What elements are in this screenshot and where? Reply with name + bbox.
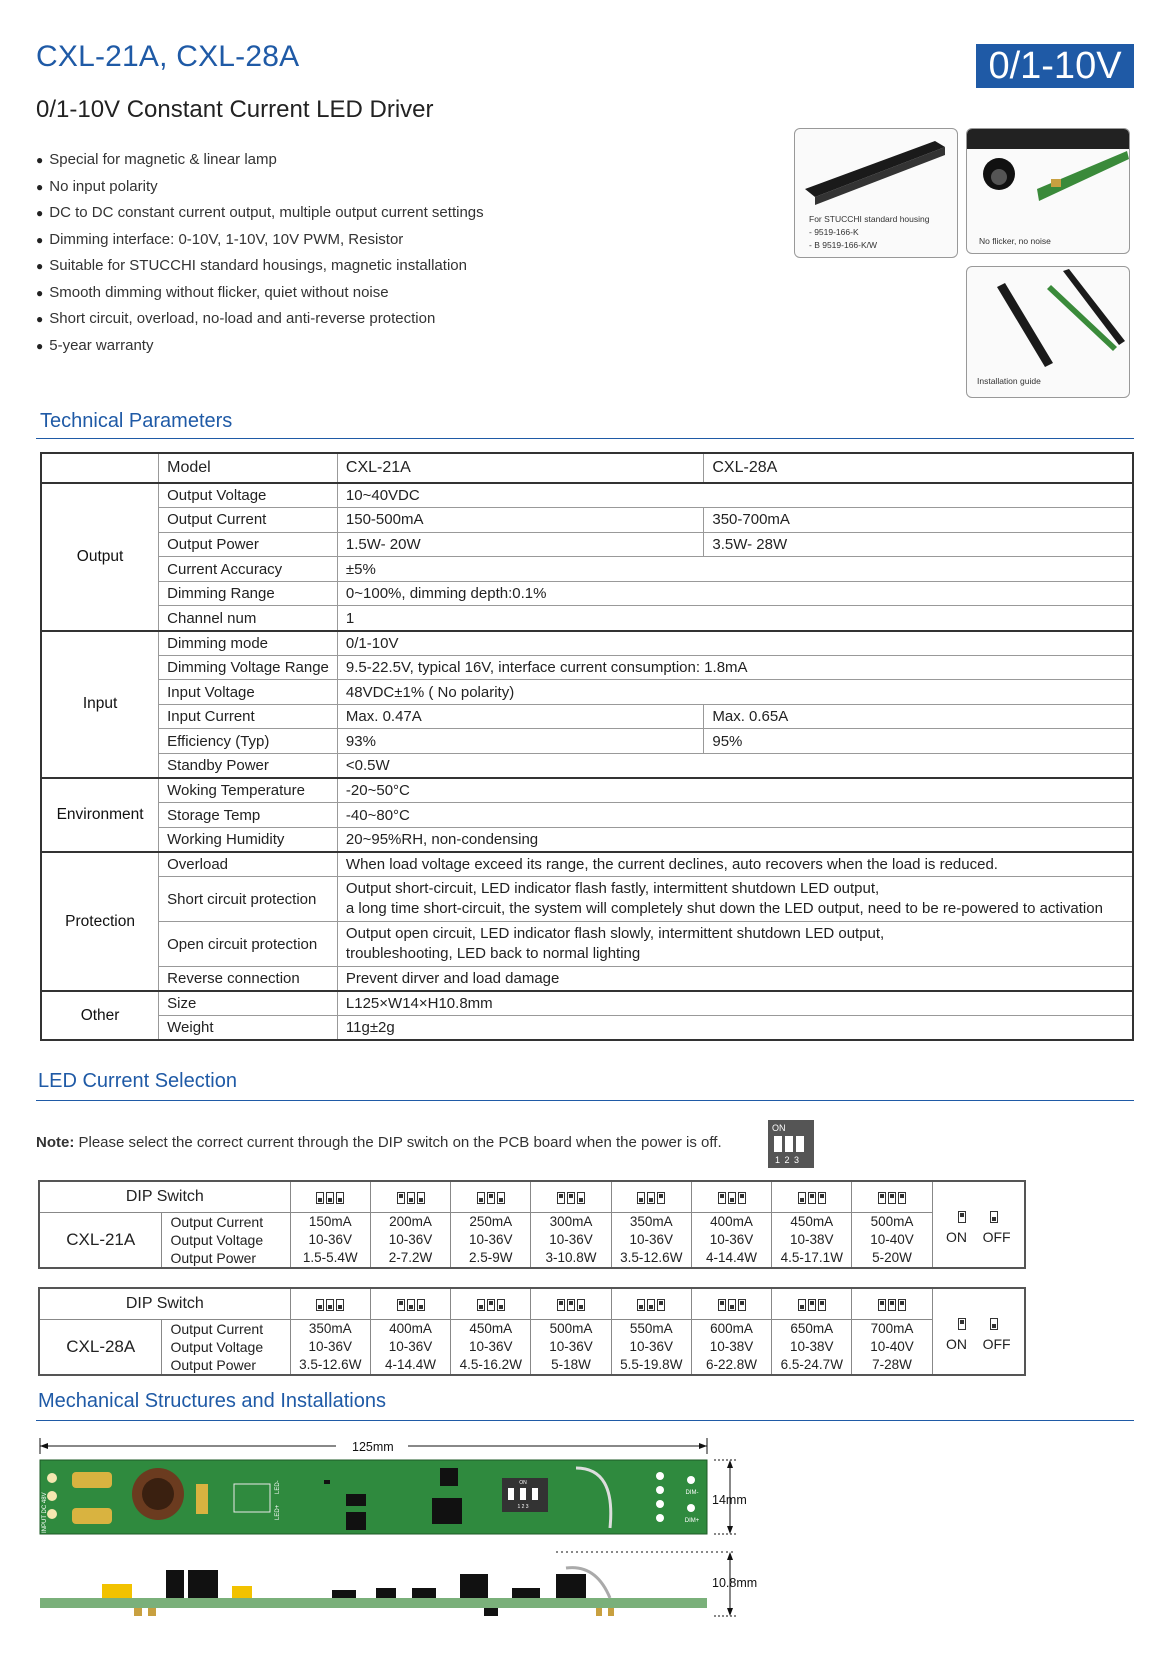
dip-switch-off-icon	[477, 1299, 485, 1311]
dip-pattern-cell	[451, 1288, 531, 1319]
feature-item: ● Short circuit, overload, no-load and anti-reverse protection	[36, 309, 484, 336]
param-label: Output Voltage	[159, 483, 338, 508]
param-value-a: 150-500mA	[337, 508, 703, 533]
open-circuit-line-2: troubleshooting, LED back to normal lighting	[345, 945, 641, 962]
table-row	[41, 680, 1133, 705]
power-value: 6-22.8W	[706, 1356, 758, 1372]
spotlight-photo	[966, 128, 1130, 254]
dip-option	[611, 1319, 691, 1375]
dip-switch-on-icon	[738, 1299, 746, 1311]
dip-pattern-cell	[772, 1288, 852, 1319]
dip-switch-off-icon	[647, 1299, 655, 1311]
param-label: Weight	[159, 1016, 338, 1041]
power-value: 2-7.2W	[388, 1249, 433, 1265]
table-row	[41, 877, 1133, 922]
dip-switch-off-icon	[407, 1299, 415, 1311]
dip-switch-off-icon	[798, 1299, 806, 1311]
dip-switch-on-icon	[888, 1192, 896, 1204]
feature-item: ● DC to DC constant current output, multiple output current settings	[36, 203, 484, 230]
param-value: 0~100%, dimming depth:0.1%	[337, 581, 1133, 606]
dip-switch-off-icon	[316, 1299, 324, 1311]
dip-values-row	[39, 1212, 1025, 1268]
label-output-current: Output Current	[170, 1320, 264, 1337]
switch-off-icon	[990, 1211, 998, 1223]
feature-item: ● Special for magnetic & linear lamp	[36, 150, 484, 177]
table-row	[41, 967, 1133, 992]
param-value-b: 95%	[704, 729, 1133, 754]
table-row	[41, 922, 1133, 967]
param-label: Efficiency (Typ)	[159, 729, 338, 754]
group-protection: Protection	[41, 852, 159, 991]
onoff-legend	[932, 1288, 1025, 1375]
param-value-a: 93%	[337, 729, 703, 754]
current-value: 350mA	[308, 1320, 352, 1336]
dip-option	[772, 1319, 852, 1375]
dip-switch-on-icon	[878, 1299, 886, 1311]
voltage-value: 10-36V	[308, 1231, 353, 1247]
width-dimension: 14mm	[712, 1493, 747, 1507]
power-value: 4-14.4W	[706, 1249, 758, 1265]
param-value: 0/1-10V	[337, 631, 1133, 656]
dip-switch-off-icon	[336, 1192, 344, 1204]
dip-option	[691, 1319, 771, 1375]
dip-pattern-cell	[611, 1288, 691, 1319]
current-value: 550mA	[629, 1320, 673, 1336]
tech-section-title: Technical Parameters	[40, 410, 233, 432]
param-label: Current Accuracy	[159, 557, 338, 582]
voltage-value: 10-40V	[870, 1338, 914, 1354]
param-value: 11g±2g	[337, 1016, 1133, 1041]
param-value: 20~95%RH, non-condensing	[337, 827, 1133, 852]
product-title: CXL-21A, CXL-28A	[36, 40, 300, 73]
pcb-led-minus: LED-	[275, 1480, 281, 1494]
model-cxl28a: CXL-28A	[39, 1319, 162, 1375]
label-output-current: Output Current	[170, 1213, 264, 1230]
note-label: Note:	[36, 1134, 75, 1151]
param-value-a: Max. 0.47A	[337, 704, 703, 729]
housing-caption-3: - B 9519-166-K/W	[809, 240, 878, 250]
dip-switch-on-icon	[808, 1299, 816, 1311]
dip-switch-on-icon	[888, 1299, 896, 1311]
dip-pattern-cell	[772, 1181, 852, 1212]
feature-item: ● Smooth dimming without flicker, quiet without noise	[36, 283, 484, 310]
table-row	[41, 557, 1133, 582]
dimming-badge: 0/1-10V	[976, 44, 1134, 88]
param-label: Input Voltage	[159, 680, 338, 705]
voltage-value: 10-40V	[870, 1231, 914, 1247]
dip-switch-off-icon	[577, 1192, 585, 1204]
dip-pattern-cell	[852, 1288, 932, 1319]
table-header-row	[41, 453, 1133, 483]
switch-on-icon	[958, 1211, 966, 1223]
dip-switch-icon	[768, 1120, 814, 1168]
short-circuit-line-1: Output short-circuit, LED indicator flash fastly, intermittent shutdown LED output,	[345, 880, 880, 897]
dip-option	[451, 1212, 531, 1268]
voltage-value: 10-36V	[629, 1338, 674, 1354]
dip-switch-on-icon	[487, 1192, 495, 1204]
dip-switch-off-icon	[417, 1299, 425, 1311]
voltage-value: 10-36V	[629, 1231, 674, 1247]
off-label: OFF	[982, 1229, 1011, 1246]
dip-switch-off-icon	[637, 1192, 645, 1204]
dip-pattern-cell	[531, 1181, 611, 1212]
housing-photo	[794, 128, 958, 258]
dip-note	[36, 1134, 722, 1151]
param-label: Dimming mode	[159, 631, 338, 656]
voltage-value: 10-36V	[469, 1231, 513, 1247]
header-model: Model	[159, 453, 338, 483]
mechanical-drawing	[36, 1428, 776, 1648]
table-row	[41, 581, 1133, 606]
voltage-value: 10-38V	[709, 1338, 754, 1354]
param-label: Reverse connection	[159, 967, 338, 992]
height-dimension: 10.8mm	[712, 1576, 758, 1590]
dip-pattern-cell	[611, 1181, 691, 1212]
header-empty	[41, 453, 159, 483]
dip-option	[370, 1212, 450, 1268]
feature-item: ● No input polarity	[36, 177, 484, 204]
param-label: Woking Temperature	[159, 778, 338, 803]
current-value: 500mA	[549, 1320, 593, 1336]
param-label: Output Power	[159, 532, 338, 557]
dip-option	[531, 1212, 611, 1268]
dip-switch-off-icon	[326, 1192, 334, 1204]
pcb-dim-minus: DIM-	[685, 1490, 699, 1496]
current-value: 250mA	[469, 1213, 513, 1229]
dip-pattern-cell	[370, 1288, 450, 1319]
current-value: 150mA	[308, 1213, 352, 1229]
voltage-value: 10-38V	[790, 1338, 834, 1354]
pcb-dip-on: ON	[519, 1480, 527, 1486]
dip-pattern-cell	[691, 1288, 771, 1319]
dip-switch-off-icon	[647, 1192, 655, 1204]
flicker-caption: No flicker, no noise	[979, 236, 1051, 246]
power-value: 1.5-5.4W	[302, 1249, 358, 1265]
param-label: Size	[159, 991, 338, 1016]
param-label: Working Humidity	[159, 827, 338, 852]
led-section-divider	[36, 1100, 1134, 1101]
on-label: ON	[946, 1336, 968, 1353]
housing-caption-2: - 9519-166-K	[809, 227, 859, 237]
dip-pattern-cell	[451, 1181, 531, 1212]
dip-header-row	[39, 1288, 1025, 1319]
dip-switch-off-icon	[497, 1192, 505, 1204]
dip-pattern-cell	[290, 1181, 370, 1212]
dip-option	[370, 1319, 450, 1375]
dip-values-row	[39, 1319, 1025, 1375]
feature-item: ● 5-year warranty	[36, 336, 484, 363]
dip-switch-on-icon	[738, 1192, 746, 1204]
dip-option	[772, 1212, 852, 1268]
current-value: 500mA	[870, 1213, 914, 1229]
param-label: Output Current	[159, 508, 338, 533]
row-labels	[162, 1212, 290, 1268]
param-value-multiline	[337, 922, 1133, 967]
current-value: 350mA	[629, 1213, 673, 1229]
power-value: 5-20W	[872, 1249, 912, 1265]
dip-pattern-cell	[290, 1288, 370, 1319]
group-input: Input	[41, 631, 159, 779]
pcb-dip-numbers: 1 2 3	[517, 1504, 529, 1510]
dip-table-cxl21a	[38, 1180, 1026, 1269]
group-other: Other	[41, 991, 159, 1040]
dip-option	[531, 1319, 611, 1375]
voltage-value: 10-36V	[709, 1231, 754, 1247]
power-value: 7-28W	[872, 1356, 912, 1372]
dip-pattern-cell	[531, 1288, 611, 1319]
param-value: Prevent dirver and load damage	[337, 967, 1133, 992]
dip-option	[852, 1212, 932, 1268]
tech-params-table	[40, 452, 1134, 1041]
dip-option	[290, 1212, 370, 1268]
label-output-power: Output Power	[170, 1356, 257, 1373]
dip-pattern-cell	[691, 1181, 771, 1212]
param-label: Overload	[159, 852, 338, 877]
dip-option	[451, 1319, 531, 1375]
spotlight-image	[967, 129, 1130, 229]
power-value: 5.5-19.8W	[620, 1356, 683, 1372]
pcb-input-label: INPUT DC 48V	[42, 1492, 48, 1533]
current-value: 200mA	[389, 1213, 432, 1229]
param-value: When load voltage exceed its range, the current declines, auto recovers when the load is reduced.	[337, 852, 1133, 877]
power-value: 4-14.4W	[385, 1356, 437, 1372]
current-value: 400mA	[710, 1213, 753, 1229]
param-value: 10~40VDC	[337, 483, 1133, 508]
voltage-value: 10-36V	[388, 1338, 433, 1354]
feature-list	[36, 150, 484, 362]
dip-switch-off-icon	[417, 1192, 425, 1204]
dip-switch-on-icon	[557, 1192, 565, 1204]
dip-pattern-cell	[852, 1181, 932, 1212]
current-value: 650mA	[790, 1320, 834, 1336]
dip-switch-on-icon	[567, 1192, 575, 1204]
table-row	[41, 729, 1133, 754]
dip-switch-off-icon	[728, 1299, 736, 1311]
current-value: 450mA	[790, 1213, 834, 1229]
length-dimension: 125mm	[352, 1440, 394, 1454]
note-text: Please select the correct current through the DIP switch on the PCB board when the power is off.	[78, 1134, 722, 1151]
param-value-b: Max. 0.65A	[704, 704, 1133, 729]
param-label: Open circuit protection	[159, 922, 338, 967]
voltage-value: 10-36V	[388, 1231, 433, 1247]
dip-switch-on-icon	[818, 1299, 826, 1311]
group-environment: Environment	[41, 778, 159, 852]
dip-switch-on-icon	[808, 1192, 816, 1204]
dip-icon-on-label: ON	[772, 1123, 786, 1133]
dip-option	[290, 1319, 370, 1375]
power-value: 4.5-16.2W	[459, 1356, 522, 1372]
dip-option	[691, 1212, 771, 1268]
param-value: 48VDC±1% ( No polarity)	[337, 680, 1133, 705]
voltage-value: 10-36V	[308, 1338, 353, 1354]
param-value: -40~80°C	[337, 803, 1133, 828]
param-label: Channel num	[159, 606, 338, 631]
param-value-a: 1.5W- 20W	[337, 532, 703, 557]
table-row	[41, 631, 1133, 656]
switch-off-icon	[990, 1318, 998, 1330]
dip-header-row	[39, 1181, 1025, 1212]
power-value: 6.5-24.7W	[780, 1356, 843, 1372]
table-row	[41, 827, 1133, 852]
on-label: ON	[946, 1229, 968, 1246]
dip-option	[611, 1212, 691, 1268]
dip-option	[852, 1319, 932, 1375]
dip-switch-on-icon	[718, 1192, 726, 1204]
dip-switch-off-icon	[577, 1299, 585, 1311]
dip-switch-on-icon	[898, 1299, 906, 1311]
install-caption: Installation guide	[977, 376, 1041, 386]
param-label: Standby Power	[159, 754, 338, 779]
header-cxl28a: CXL-28A	[704, 453, 1133, 483]
voltage-value: 10-36V	[469, 1338, 513, 1354]
dip-switch-off-icon	[316, 1192, 324, 1204]
table-row	[41, 991, 1133, 1016]
current-value: 400mA	[389, 1320, 432, 1336]
dip-header: DIP Switch	[39, 1181, 290, 1212]
power-value: 4.5-17.1W	[780, 1249, 843, 1265]
housing-caption-1: For STUCCHI standard housing	[809, 214, 930, 224]
param-label: Input Current	[159, 704, 338, 729]
param-label: Dimming Voltage Range	[159, 655, 338, 680]
power-value: 3.5-12.6W	[299, 1356, 362, 1372]
header-cxl21a: CXL-21A	[337, 453, 703, 483]
pcb-dim-plus: DIM+	[684, 1518, 700, 1524]
dip-table-cxl28a	[38, 1287, 1026, 1376]
dip-switch-off-icon	[477, 1192, 485, 1204]
led-section-title: LED Current Selection	[38, 1070, 237, 1092]
param-value: <0.5W	[337, 754, 1133, 779]
pcb-led-plus: LED+	[275, 1504, 281, 1520]
dip-switch-on-icon	[657, 1192, 665, 1204]
dip-switch-off-icon	[728, 1192, 736, 1204]
dip-switch-on-icon	[878, 1192, 886, 1204]
dip-switch-off-icon	[326, 1299, 334, 1311]
dip-switch-on-icon	[397, 1299, 405, 1311]
voltage-value: 10-38V	[790, 1231, 834, 1247]
current-value: 700mA	[870, 1320, 914, 1336]
dip-icon-numbers: 1 2 3	[775, 1155, 801, 1165]
voltage-value: 10-36V	[549, 1231, 593, 1247]
param-label: Short circuit protection	[159, 877, 338, 922]
param-value: 1	[337, 606, 1133, 631]
tech-section-divider	[36, 438, 1134, 439]
param-label: Dimming Range	[159, 581, 338, 606]
feature-item: ● Suitable for STUCCHI standard housings, magnetic installation	[36, 256, 484, 283]
dip-switch-on-icon	[557, 1299, 565, 1311]
label-output-power: Output Power	[170, 1249, 257, 1266]
dip-switch-on-icon	[718, 1299, 726, 1311]
housing-image	[795, 129, 958, 209]
table-row	[41, 508, 1133, 533]
installation-image	[967, 267, 1130, 377]
off-label: OFF	[982, 1336, 1011, 1353]
dip-switch-on-icon	[397, 1192, 405, 1204]
installation-photo	[966, 266, 1130, 398]
open-circuit-line-1: Output open circuit, LED indicator flash slowly, intermittent shutdown LED output,	[345, 925, 885, 942]
mechanical-section-title: Mechanical Structures and Installations	[38, 1390, 386, 1412]
dip-switch-on-icon	[567, 1299, 575, 1311]
dip-switch-on-icon	[657, 1299, 665, 1311]
dip-switch-on-icon	[818, 1192, 826, 1204]
param-label: Storage Temp	[159, 803, 338, 828]
param-value-b: 350-700mA	[704, 508, 1133, 533]
table-row	[41, 532, 1133, 557]
table-row	[41, 655, 1133, 680]
feature-item: ● Dimming interface: 0-10V, 1-10V, 10V PWM, Resistor	[36, 230, 484, 257]
current-value: 450mA	[469, 1320, 513, 1336]
product-subtitle: 0/1-10V Constant Current LED Driver	[36, 96, 434, 123]
dip-switch-off-icon	[497, 1299, 505, 1311]
table-row	[41, 803, 1133, 828]
power-value: 3.5-12.6W	[620, 1249, 683, 1265]
voltage-value: 10-36V	[549, 1338, 593, 1354]
table-row	[41, 1016, 1133, 1041]
param-value: -20~50°C	[337, 778, 1133, 803]
model-cxl21a: CXL-21A	[39, 1212, 162, 1268]
group-output: Output	[41, 483, 159, 631]
table-row	[41, 483, 1133, 508]
short-circuit-line-2: a long time short-circuit, the system will completely shut down the LED output, need to be re-powered to activation	[345, 900, 1103, 917]
label-output-voltage: Output Voltage	[170, 1338, 264, 1355]
onoff-legend	[932, 1181, 1025, 1268]
mechanical-section-divider	[36, 1420, 1134, 1421]
param-value-multiline	[337, 877, 1133, 922]
dip-switch-off-icon	[798, 1192, 806, 1204]
param-value: L125×W14×H10.8mm	[337, 991, 1133, 1016]
label-output-voltage: Output Voltage	[170, 1231, 264, 1248]
current-value: 300mA	[549, 1213, 593, 1229]
dip-switch-off-icon	[637, 1299, 645, 1311]
dip-pattern-cell	[370, 1181, 450, 1212]
param-value: ±5%	[337, 557, 1133, 582]
dip-switch-on-icon	[898, 1192, 906, 1204]
power-value: 5-18W	[551, 1356, 591, 1372]
dip-switch-off-icon	[407, 1192, 415, 1204]
current-value: 600mA	[710, 1320, 753, 1336]
param-value: 9.5-22.5V, typical 16V, interface current consumption: 1.8mA	[337, 655, 1133, 680]
dip-switch-off-icon	[336, 1299, 344, 1311]
power-value: 2.5-9W	[469, 1249, 513, 1265]
dip-icon-switches	[774, 1136, 808, 1152]
dip-header: DIP Switch	[39, 1288, 290, 1319]
table-row	[41, 754, 1133, 779]
table-row	[41, 852, 1133, 877]
dip-switch-on-icon	[487, 1299, 495, 1311]
table-row	[41, 778, 1133, 803]
switch-on-icon	[958, 1318, 966, 1330]
table-row	[41, 704, 1133, 729]
table-row	[41, 606, 1133, 631]
param-value-b: 3.5W- 28W	[704, 532, 1133, 557]
row-labels	[162, 1319, 290, 1375]
power-value: 3-10.8W	[545, 1249, 597, 1265]
